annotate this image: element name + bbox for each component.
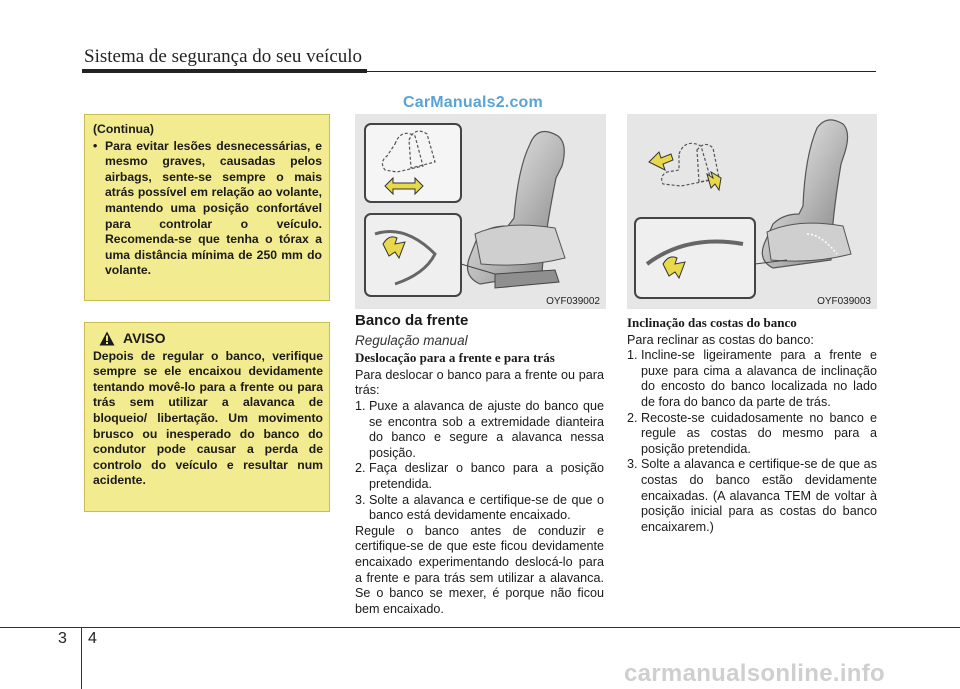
continued-text: Para evitar lesões desnecessárias, e mesmo graves, causadas pelos airbags, sente-se sempre o mais atrás possível em relação ao volante, mantendo uma posição confortável para controlar o veículo. Recomenda-se que tenha o tórax a uma distância mínima de 250 mm do volante. bbox=[105, 138, 322, 278]
warning-header bbox=[99, 331, 323, 347]
list-item bbox=[355, 399, 604, 461]
subsection-heading: Inclinação das costas do banco bbox=[627, 315, 797, 330]
page-section-number: 3 bbox=[58, 630, 67, 647]
intro-text: Para deslocar o banco para a frente ou para trás: bbox=[355, 367, 604, 398]
list-number: 3. bbox=[627, 457, 638, 472]
list-item bbox=[627, 457, 877, 535]
list-text: Recoste-se cuidadosamente no banco e regule as costas do mesmo para a posição pretendida. bbox=[641, 410, 877, 456]
closing-text: Regule o banco antes de conduzir e certifique-se de que este ficou devidamente encaixado experimentando deslocá-lo para a frente e para trás sem utilizar a alavanca. Se o banco se mexer, é porque não ficou bem encaixado. bbox=[355, 523, 604, 616]
header-rule-thin bbox=[367, 71, 876, 72]
warning-triangle-icon bbox=[99, 331, 115, 346]
warning-label: AVISO bbox=[123, 330, 166, 346]
list-text: Solte a alavanca e certifique-se de que o banco está devidamente encaixado. bbox=[369, 492, 604, 523]
list-text: Puxe a alavanca de ajuste do banco que se encontra sob a extremidade dianteira do banco e segure a alavanca nessa posição. bbox=[369, 398, 604, 460]
figure-seat-slide bbox=[355, 114, 606, 309]
continued-bullet-item bbox=[93, 139, 322, 279]
warning-box bbox=[84, 322, 330, 512]
footer-divider bbox=[81, 627, 82, 689]
bullet-marker: • bbox=[93, 138, 98, 153]
seat-recline-arrow-icon bbox=[649, 152, 673, 170]
section-title: Banco da frente bbox=[355, 312, 469, 329]
figure-seat-recline bbox=[627, 114, 877, 309]
list-number: 1. bbox=[627, 348, 638, 363]
seat-recline-illustration bbox=[627, 114, 877, 309]
section-subtitle: Regulação manual bbox=[355, 332, 468, 348]
list-number: 3. bbox=[355, 492, 366, 507]
figure-code-left: OYF039002 bbox=[546, 296, 600, 307]
list-item bbox=[627, 411, 877, 458]
figure-code-right: OYF039003 bbox=[817, 296, 871, 307]
continued-note-box bbox=[84, 114, 330, 301]
list-item bbox=[627, 348, 877, 410]
list-text: Solte a alavanca e certifique-se de que as costas do banco estão devidamente encaixadas. (A alavanca TEM de voltar à posição inicial para as costas do banco encaixarem.) bbox=[641, 457, 877, 534]
list-text: Faça deslizar o banco para a posição pretendida. bbox=[369, 461, 604, 491]
list-number: 2. bbox=[355, 461, 366, 476]
header-rule bbox=[82, 69, 367, 73]
right-column bbox=[627, 315, 877, 535]
subsection-heading: Deslocação para a frente e para trás bbox=[355, 350, 555, 366]
list-text: Incline-se ligeiramente para a frente e puxe para cima a alavanca de inclinação do encosto do banco localizada no lado de fora do banco da parte de trás. bbox=[641, 348, 877, 409]
footer-rule bbox=[0, 627, 960, 628]
warning-text: Depois de regular o banco, verifique sempre se ele encaixou devidamente tentando movê-lo para a frente ou para trás sem utilizar a alavanca de bloqueio/ libertação. Um movimento brusco ou inesperado do banco do condutor pode causar a perda de controlo do veículo e resultar num acidente. bbox=[93, 348, 323, 488]
page-number: 4 bbox=[88, 630, 97, 647]
middle-column bbox=[355, 313, 604, 617]
seat-slide-illustration bbox=[355, 114, 606, 309]
page-header-title: Sistema de segurança do seu veículo bbox=[84, 46, 363, 67]
intro-text: Para reclinar as costas do banco: bbox=[627, 332, 814, 347]
watermark-top[interactable]: CarManuals2.com bbox=[403, 94, 543, 111]
continued-heading: (Continua) bbox=[93, 122, 154, 136]
list-number: 1. bbox=[355, 398, 366, 413]
footer-watermark[interactable]: carmanualsonline.info bbox=[624, 660, 886, 687]
list-item bbox=[355, 493, 604, 524]
list-number: 2. bbox=[627, 410, 638, 425]
list-item bbox=[355, 461, 604, 492]
